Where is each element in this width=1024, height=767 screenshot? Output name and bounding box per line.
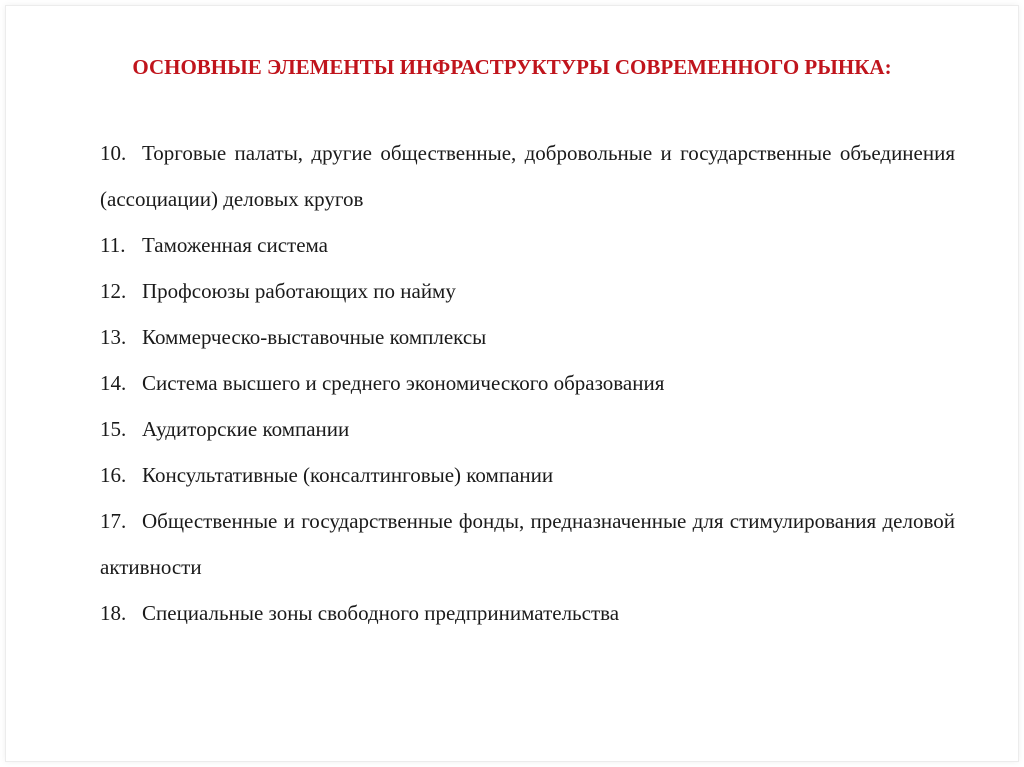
list-item-number: 16.	[100, 463, 127, 487]
list-item-12	[100, 268, 955, 314]
list-item-text: Общественные и государственные фонды, предназначенные для стимулирования деловой активности	[100, 509, 955, 579]
list-item-number: 17.	[100, 509, 127, 533]
list-item-15	[100, 406, 955, 452]
list-item-text: Торговые палаты, другие общественные, добровольные и государственные объединения (ассоциации) деловых кругов	[100, 141, 955, 211]
list-item-number: 14.	[100, 371, 127, 395]
list-item-text: Профсоюзы работающих по найму	[142, 279, 456, 303]
list-item-number: 18.	[100, 601, 127, 625]
list-item-text: Коммерческо-выставочные комплексы	[142, 325, 487, 349]
list-item-text: Система высшего и среднего экономического образования	[142, 371, 665, 395]
list-item-number: 11.	[100, 233, 126, 257]
list-item-text: Аудиторские компании	[142, 417, 350, 441]
list-item-13	[100, 314, 955, 360]
list-item-14	[100, 360, 955, 406]
list-item-number: 12.	[100, 279, 127, 303]
list-item-10	[100, 130, 955, 222]
infrastructure-list	[100, 130, 955, 636]
list-item-number: 15.	[100, 417, 127, 441]
list-item-text: Консультативные (консалтинговые) компании	[142, 463, 554, 487]
list-item-number: 10.	[100, 141, 127, 165]
list-item-number: 13.	[100, 325, 127, 349]
slide-title: ОСНОВНЫЕ ЭЛЕМЕНТЫ ИНФРАСТРУКТУРЫ СОВРЕМЕННОГО РЫНКА:	[132, 55, 892, 79]
list-item-11	[100, 222, 955, 268]
list-item-16	[100, 452, 955, 498]
list-item-17	[100, 498, 955, 590]
list-item-text: Таможенная система	[142, 233, 328, 257]
list-item-18	[100, 590, 955, 636]
list-item-text: Специальные зоны свободного предпринимательства	[142, 601, 620, 625]
